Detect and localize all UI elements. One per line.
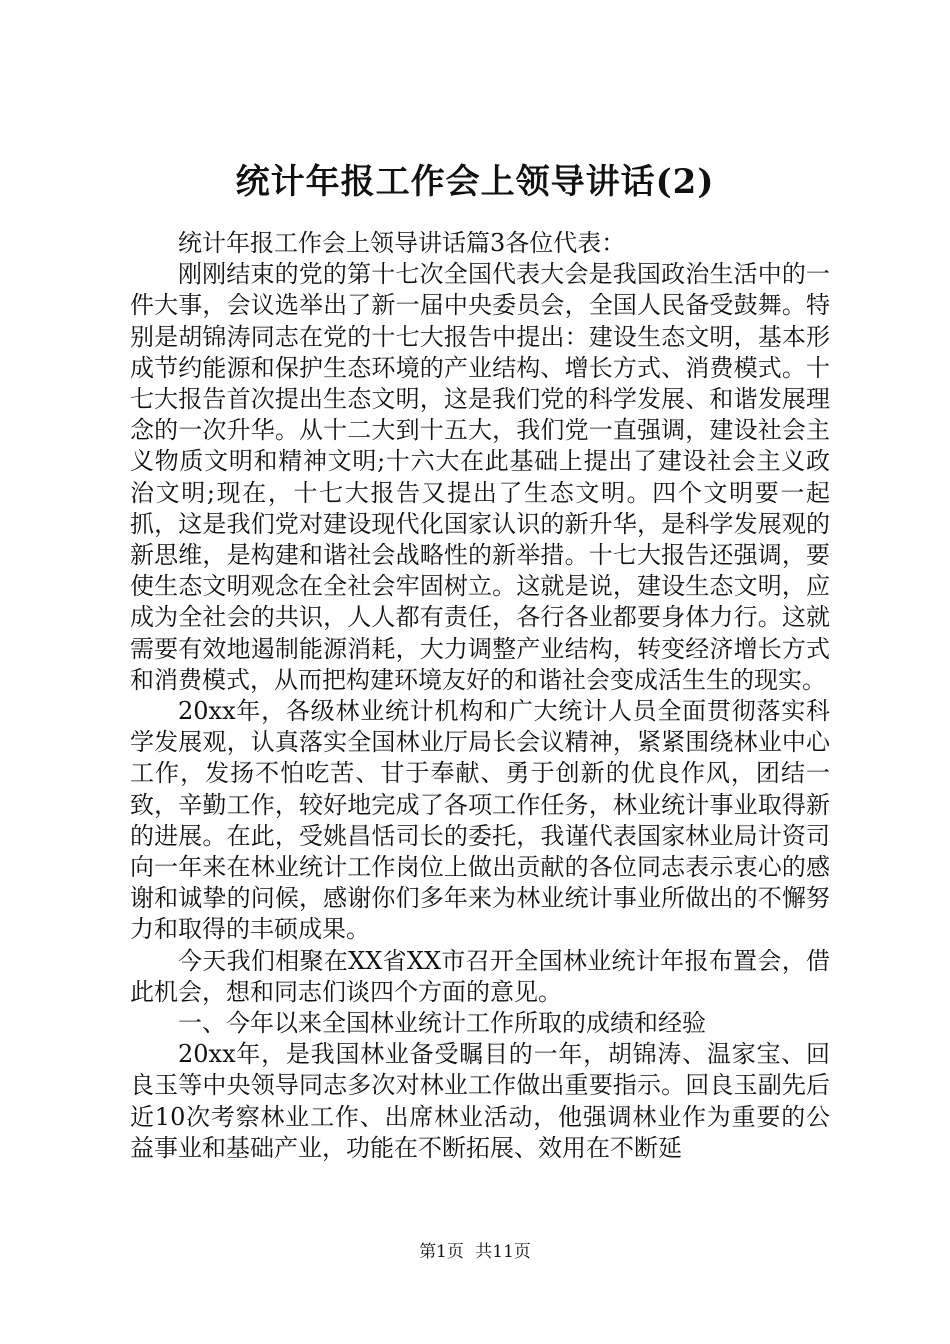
document-title: 统计年报工作会上领导讲话(2) <box>235 162 715 202</box>
page-footer <box>0 1240 950 1264</box>
paragraph-meeting: 今天我们相聚在XX省XX市召开全国林业统计年报布置会，借此机会，想和同志们谈四个方面的意见。 <box>130 946 830 1006</box>
section-heading: 一、今年以来全国林业统计工作所取的成绩和经验 <box>178 1009 706 1038</box>
paragraph-greeting: 统计年报工作会上领导讲话篇3各位代表： <box>178 229 626 257</box>
paragraph-year-review: 20xx年，是我国林业备受瞩目的一年，胡锦涛、温家宝、回良玉等中央领导同志多次对林业工作做出重要指示。回良玉副先后近10次考察林业工作、出席林业活动，他强调林业作为重要的公益事业和基础产业，功能在不断拓展、效用在不断延 <box>130 1040 830 1162</box>
page-total: 共11页 <box>475 1242 531 1262</box>
paragraph-achievements: 20xx年，各级林业统计机构和广大统计人员全面贯彻落实科学发展观，认真落实全国林业厅局长会议精神，紧紧围绕林业中心工作，发扬不怕吃苦、甘于奉献、勇于创新的优良作风，团结一致，辛勤工作，较好地完成了各项工作任务，林业统计事业取得新的进展。在此，受姚昌恬司长的委托，我谨代表国家林业局计资司向一年来在林业统计工作岗位上做出贡献的各位同志表示衷心的感谢和诚挚的问候，感谢你们多年来为林业统计事业所做出的不懈努力和取得的丰硕成果。 <box>130 697 830 944</box>
paragraph-congress: 刚刚结束的党的第十七次全国代表大会是我国政治生活中的一件大事，会议选举出了新一届中央委员会，全国人民备受鼓舞。特别是胡锦涛同志在党的十七大报告中提出：建设生态文明，基本形成节约能源和保护生态环境的产业结构、增长方式、消费模式。十七大报告首次提出生态文明，这是我们党的科学发展、和谐发展理念的一次升华。从十二大到十五大，我们党一直强调，建设社会主义物质文明和精神文明;十六大在此基础上提出了建设社会主义政治文明;现在，十七大报告又提出了生态文明。四个文明要一起抓，这是我们党对建设现代化国家认识的新升华，是科学发展观的新思维，是构建和谐社会战略性的新举措。十七大报告还强调，要使生态文明观念在全社会牢固树立。这就是说，建设生态文明，应成为全社会的共识，人人都有责任，各行各业都要身体力行。这就需要有效地遏制能源消耗，大力调整产业结构，转变经济增长方式和消费模式，从而把构建环境友好的和谐社会变成活生生的现实。 <box>130 260 830 694</box>
document-body <box>130 228 830 1164</box>
page-number: 第1页 <box>419 1242 464 1262</box>
